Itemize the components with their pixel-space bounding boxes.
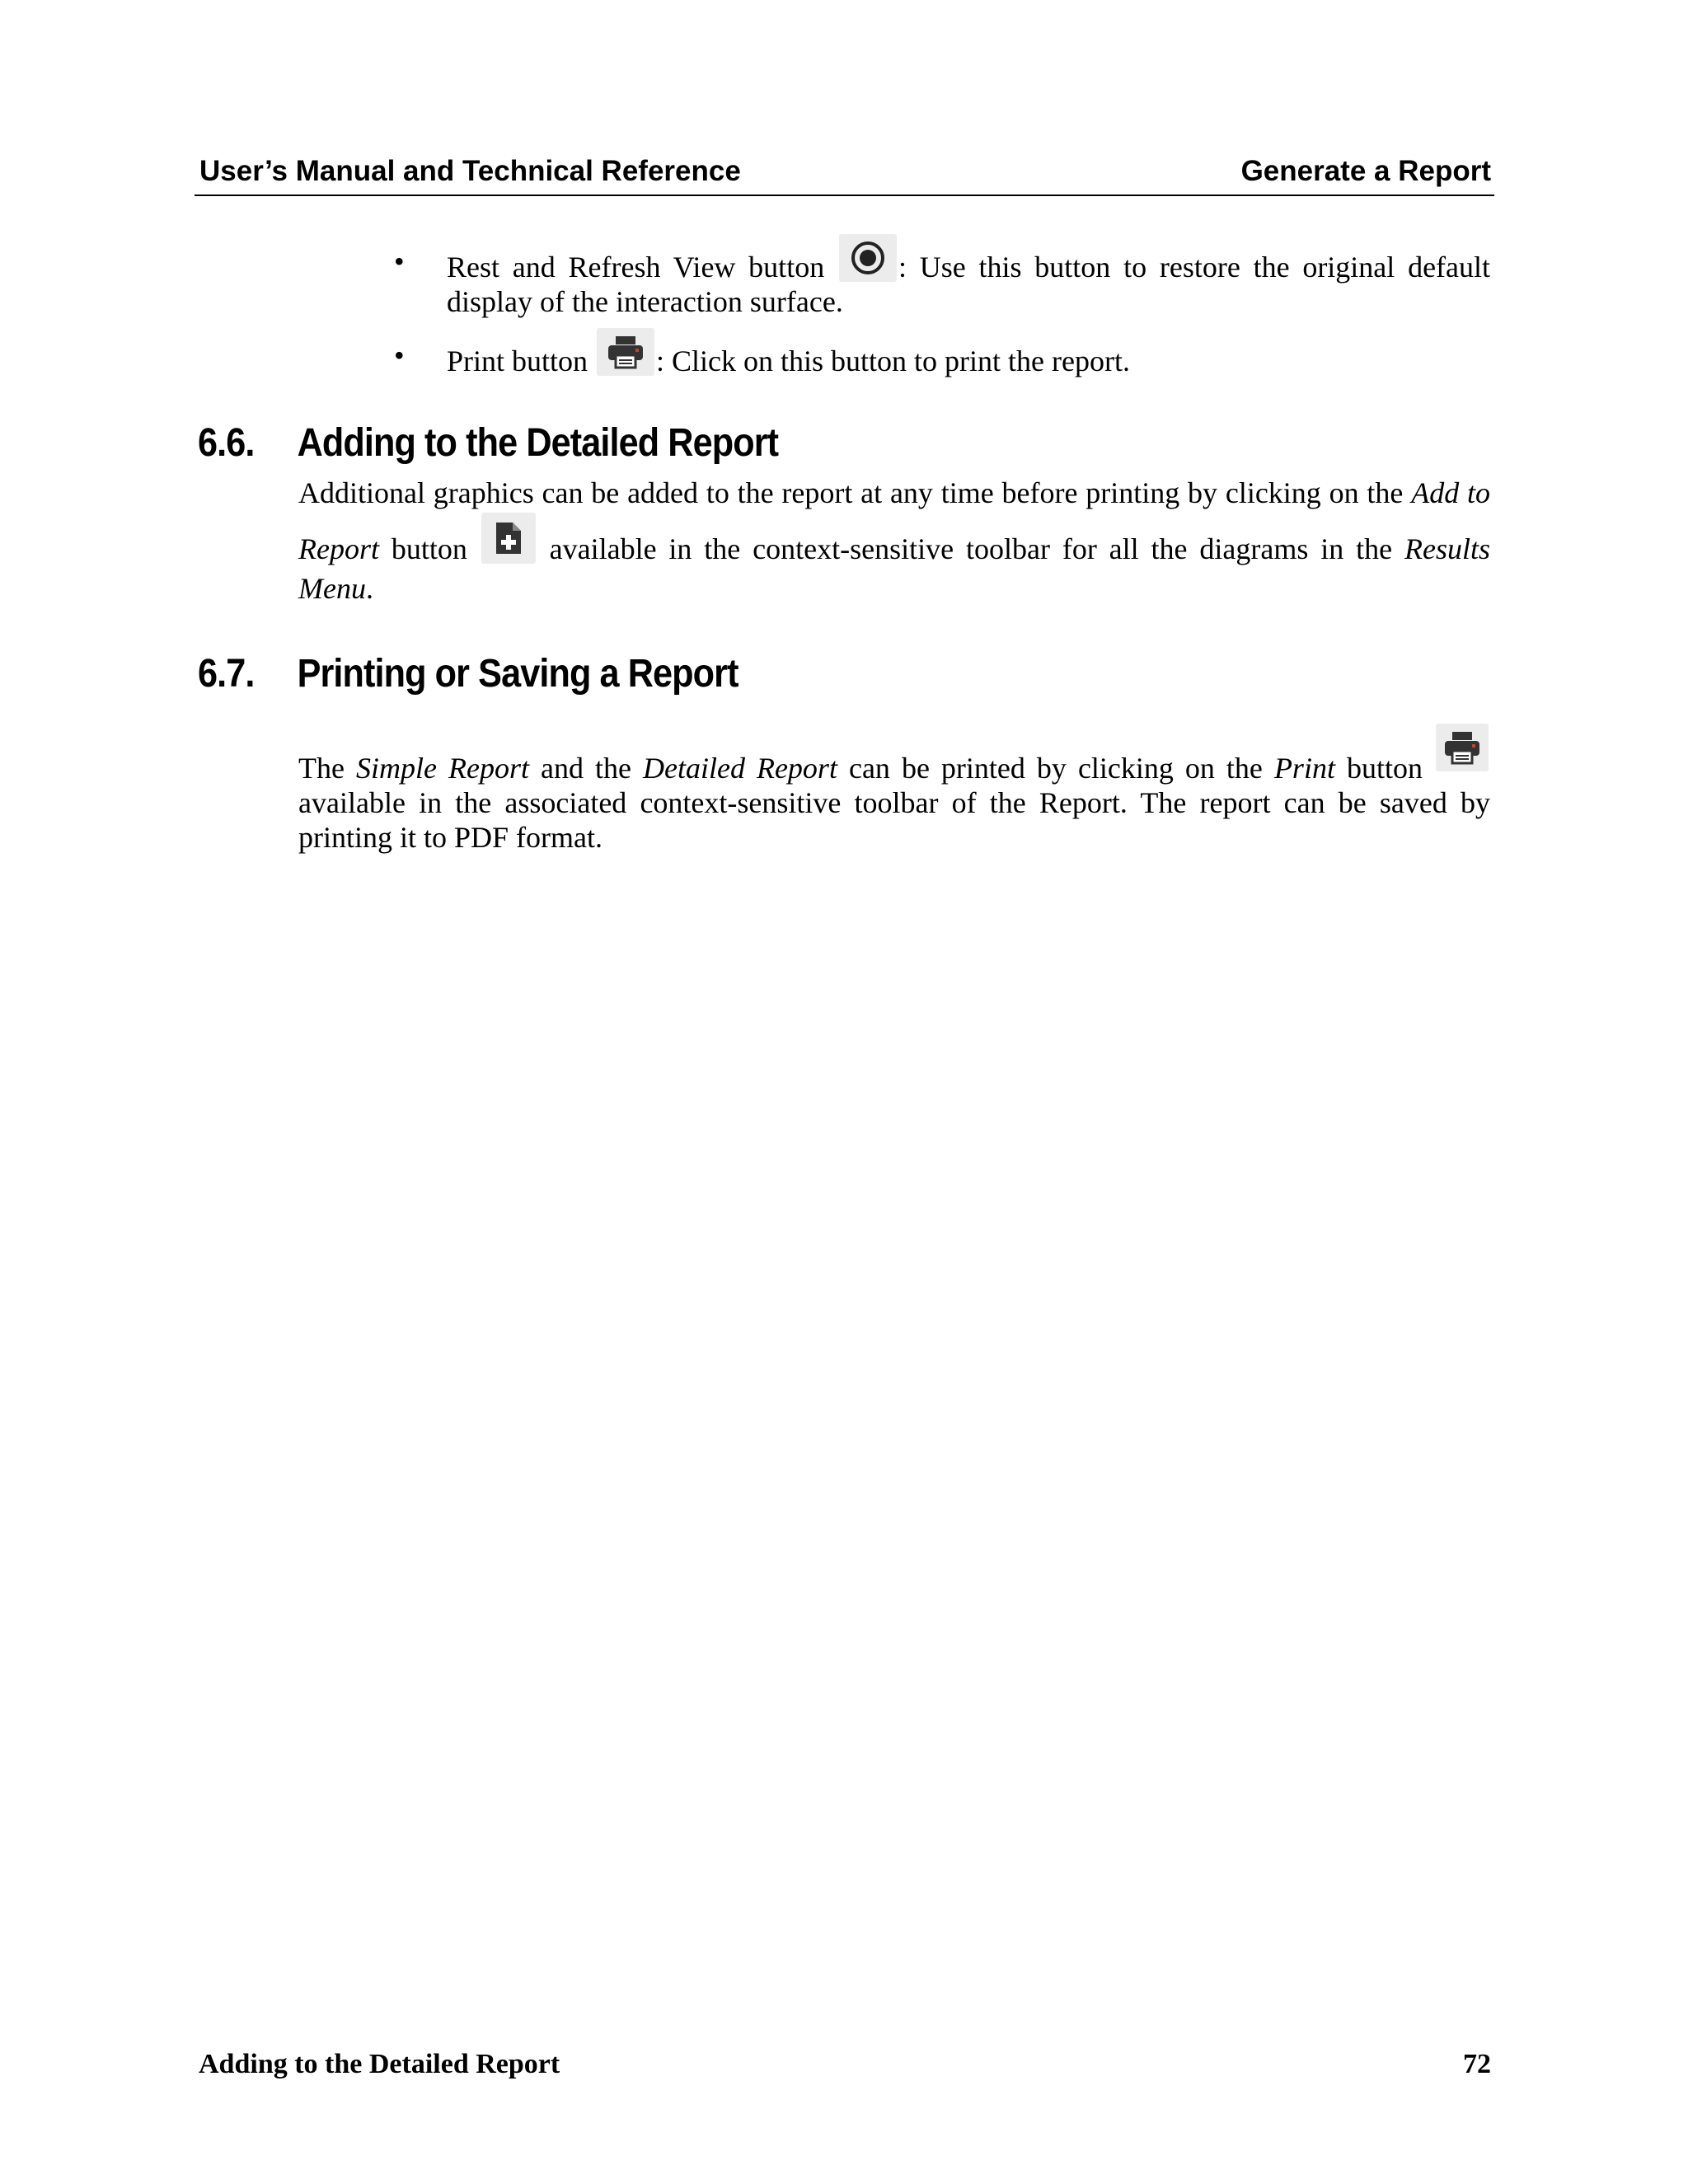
bullet-text-after: : Click on this button to print the report.: [656, 344, 1130, 377]
bullet-symbol: •: [394, 339, 405, 372]
italic-term: Print: [1273, 752, 1335, 785]
text-run: and the: [528, 752, 643, 785]
section-6-6-paragraph: [298, 473, 1490, 608]
italic-term: Simple Report: [355, 752, 529, 785]
section-number: 6.7.: [198, 652, 255, 696]
add-page-icon: [481, 513, 536, 564]
printer-icon: [597, 328, 654, 376]
text-run: button: [378, 532, 480, 565]
section-title: Adding to the Detailed Report: [297, 421, 779, 465]
text-run: available in the context-sensitive toolbar for all the diagrams in the: [537, 532, 1404, 565]
italic-term: Results Menu: [298, 532, 1490, 605]
text-run: The: [298, 752, 356, 785]
bullet-text-after: : Use this button to restore the original default display of the interaction surface.: [447, 251, 1491, 318]
bullet-print: [447, 328, 1490, 378]
bullet-text-before: Print button: [447, 344, 588, 377]
text-run: available in the associated context-sensitive toolbar of the Report. The report can be saved by printing it to PDF format.: [298, 786, 1490, 854]
section-title: Printing or Saving a Report: [297, 652, 738, 696]
header-manual-title: User’s Manual and Technical Reference: [199, 155, 741, 187]
footer-section-title: Adding to the Detailed Report: [199, 2049, 560, 2079]
section-heading-6-7: [198, 651, 738, 696]
header-chapter-title: Generate a Report: [1240, 155, 1491, 187]
text-run: button: [1334, 752, 1434, 785]
section-heading-6-6: [198, 420, 778, 466]
text-run: Additional graphics can be added to the report at any time before printing by clicking on the: [298, 476, 1412, 509]
text-run: .: [365, 572, 373, 605]
page-header: [195, 155, 1494, 196]
italic-term: Detailed Report: [642, 752, 837, 785]
printer-icon: [1436, 724, 1489, 771]
page-number: 72: [1463, 2049, 1491, 2079]
bullet-reset-view: [447, 234, 1490, 319]
bullet-symbol: •: [394, 245, 405, 278]
italic-term: Add to Report: [298, 476, 1490, 565]
text-run: can be printed by clicking on the: [837, 752, 1274, 785]
bullet-text-before: Rest and Refresh View button: [447, 251, 825, 284]
reset-view-icon: [839, 234, 897, 282]
section-number: 6.6.: [198, 421, 255, 465]
section-6-7-paragraph: [298, 724, 1490, 855]
page-footer: [199, 2049, 1491, 2080]
